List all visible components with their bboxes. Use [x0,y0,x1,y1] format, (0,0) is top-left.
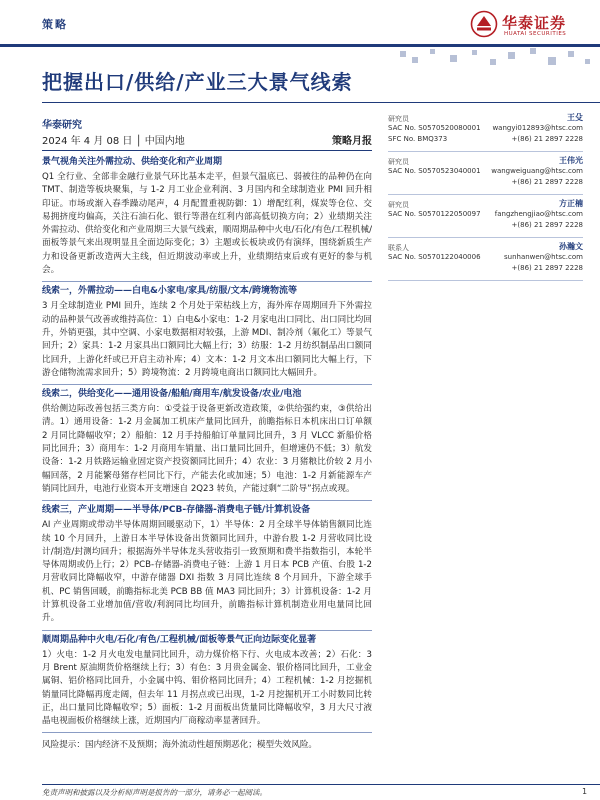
logo-subtext: HUATAI SECURITIES [504,31,567,37]
section-heading: 线索一，外需拉动——白电&小家电/家具/纺服/文本/跨境物流等 [42,281,372,300]
analyst-role: 研究员 [388,158,409,166]
footer-rule [42,784,600,785]
section-heading: 线索二，供给变化——通用设备/船舶/商用车/航发设备/农业/电池 [42,384,372,403]
analyst-email[interactable]: wangweiguang@htsc.com [491,167,583,175]
analyst-sfc: SFC No. BMQ373 [388,135,448,143]
analyst-name: 孙瀚文 [559,242,583,251]
analyst-email[interactable]: fangzhengjiao@htsc.com [494,210,583,218]
risk-warning: 风险提示：国内经济不及预期；海外流动性超预期恶化；模型失效风险。 [42,732,372,752]
section-body: 供给侧边际改善包括三类方向：①受益于设备更新改造政策，②供给强约束，③供给出清。1）通用设备：1-2 月金属加工机床产量同比回升，前瞻指标日本机床出口订单额 2 月同比降幅收窄；2）船舶：12 月手持船舶订单量同比回升，3 月 VLCC 新船价格同比回升；3）商用车：1-2 月商用车销量、出口量同比回升，但增速仍不低；3）航发设备：1-2 月铁路运输业固定资产投资额同比回升；4）农业：3 月猪粮比价较 2 月小幅回落，2 月能繁母猪存栏同比下行，产能去化或加速；5）电池：1-2 月新能源车产销同比回升，电池行业资本开支增速自 2Q23 转负，产能过剩“二阶导”拐点或现。 [42,404,372,494]
section-heading: 顺周期品种中火电/石化/有色/工程机械/面板等景气正向边际变化显著 [42,630,372,649]
analyst-sac: SAC No. S0570520080001 [388,124,481,132]
report-tag: 策略 [42,18,68,31]
analyst-sac: SAC No. S0570122050097 [388,210,481,218]
header-decoration [390,47,600,73]
report-category: 策略月报 [332,136,372,147]
analyst-panel [388,112,583,284]
analyst-phone: +(86) 21 2897 2228 [511,135,583,143]
analyst-phone: +(86) 21 2897 2228 [511,221,583,229]
analyst-name: 王殳 [567,113,583,122]
analyst-sac: SAC No. S0570122040006 [388,253,481,261]
analyst-role: 研究员 [388,201,409,209]
analyst-card [388,155,583,195]
section-body: AI 产业周期或带动半导体周期回暖驱动下，1）半导体：2 月全球半导体销售额同比连续 10 个月回升，上游日本半导体设备出货额同比回升，中游台股 1-2 月营收同比设计/制造/封测均回升；根据海外半导体龙头营收指引一致预期和费半指数指引，本轮半导体周期或仍上行；2）PCB-存储器-消费电子链：上游 1 月日本 PCB 产值、台股 1-2 月营收同比降幅收窄，中游存储器 DXI 指数 3 月同比连续 8 个月回升，下游全球手机、PC 销售回暖，前瞻指标北美 PCB BB 值 MA3 同比回升；3）计算机设备：1-2 月计算机设备工业增加值/营收/利润同比均回升，前瞻指标计算机制造业用电量同比回升。 [42,520,372,624]
report-date: 2024 年 4 月 08 日 │ 中国内地 [42,136,185,147]
analyst-email[interactable]: wangyi012893@htsc.com [492,124,583,132]
analyst-card [388,112,583,152]
date-rule [42,150,372,151]
analyst-sac: SAC No. S0570523040001 [388,167,481,175]
page-title: 把握出口/供给/产业三大景气线索 [42,70,353,94]
logo-mark-icon [470,10,498,38]
main-content [42,153,372,753]
section-body: Q1 全行业、全部非金融行业景气环比基本走平，但景气温底已、弱被往的品种仍在向 TMT、制造等板块聚集，与 1-2 月工业企业利润、3 月国内和全球制造业 PMI 回升相印证。市场或渐入春季躁动尾声，4 月配置重视防御：1）增配红利，煤炭等仓位、交易拥挤度均偏高，关注石油石化、银行等潜在红利内部高低切换方向；2）业绩期关注外需拉动、供给变化和产业周期三大景气线索，顺周期品种中火电/石化/有色/工程机械/面板等景气来出现明显且全面边际变化；3）主题或长板块或仍有演绎，围绕新质生产力和设备更新改造两大主线，但近期波动率或上升，业绩期结束后或有更好的参与机会。 [42,172,372,276]
section-heading: 景气视角关注外需拉动、供给变化和产业周期 [42,157,223,167]
section-body: 1）火电：1-2 月火电发电量同比回升，动力煤价格下行、火电成本改善；2）石化：3 月 Brent 原油期货价格继续上行；3）有色：3 月贵金属金、银价格同比回升，工业金属铜、铝价格同比回升，小金属中钨、钼价格同比回升；4）工程机械：1-2 月挖掘机销量同比降幅再度走阔，但去年 11 月拐点或已出现，1-2 月挖掘机开工小时数同比转正，出口量同比降幅收窄；5）面板：1-2 月面板出货量同比降幅收窄，3 月大尺寸液晶电视面板价格继续上涨，近期国内厂商稼动率显著回升。 [42,649,372,727]
section-heading: 线索三，产业周期——半导体/PCB-存储器-消费电子链/计算机设备 [42,500,372,519]
analyst-phone: +(86) 21 2897 2228 [511,264,583,272]
analyst-phone: +(86) 21 2897 2228 [511,178,583,186]
analyst-card [388,198,583,238]
section-body: 3 月全球制造业 PMI 回升，连续 2 个月处于荣枯线上方，海外库存周期回升下外需拉动的品种景气改善或维持高位：1）白电&小家电：1-2 月家电出口同比、出口同比均回升，外销更强，其中空调、小家电数据相对较强，上游 MDI、制冷剂（氟化工）等景气回升；2）家具：1-2 月家具出口额同比大幅上行；3）纺服：1-2 月纺织制品出口额同比回升，上游化纤或已开启主动补库；4）文本：1-2 月文本出口额同比大幅上行，下游仓储物流需求回升；5）跨境物流：2 月跨境电商出口额同比大幅回升。 [42,301,372,378]
footer-disclaimer: 免责声明和披露以及分析师声明是报告的一部分，请务必一起阅读。 [42,788,267,797]
analyst-card [388,241,583,281]
logo-text: 华泰证券 [502,14,567,32]
analyst-role: 研究员 [388,115,409,123]
title-rule [42,102,600,103]
top-bar [0,0,600,44]
analyst-name: 方正楠 [559,199,583,208]
date-line [42,132,372,148]
analyst-email[interactable]: sunhanwen@htsc.com [503,253,583,261]
analyst-name: 王伟光 [559,156,583,165]
report-type: 华泰研究 [42,120,82,131]
huatai-logo [470,10,590,42]
page-number: 1 [582,787,588,796]
analyst-role: 联系人 [388,244,409,252]
